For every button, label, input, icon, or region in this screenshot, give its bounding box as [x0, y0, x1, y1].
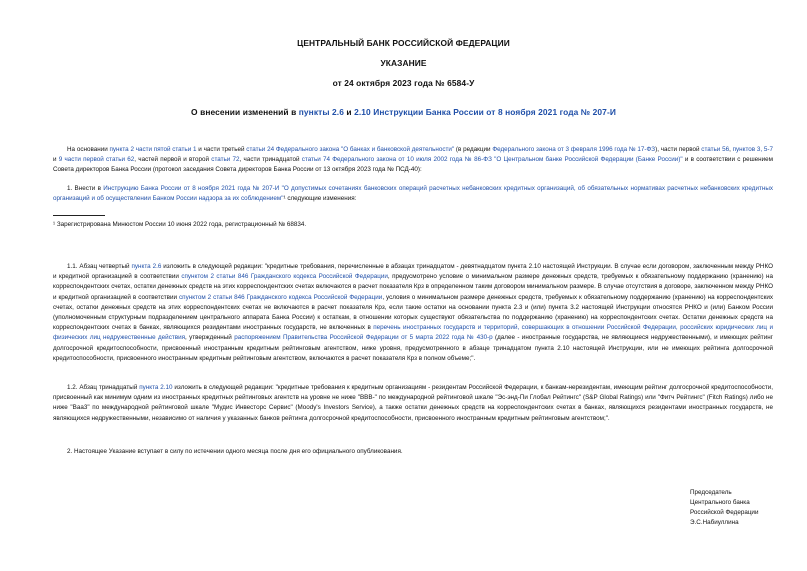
document-type-heading: УКАЗАНИЕ: [380, 58, 427, 68]
item-1-2-text: изложить в следующей редакции: "кредитные требования к кредитным организациям - резидентам Российской Федерации, к банкам-нерезидентам, имеющим рейтинг долгосрочной кредитоспособности, присвоенный как минимум одним из иностранных кредитных рейтинговых агентств на уровне не ниже "BBB-" по международной рейтинговой шкале "Эс-энд-Пи Глобал Рейтингс" (S&P Global Ratings) или "Фитч Рейтингс" (Fitch Ratings) либо не ниже "Baa3" по международной рейтинговой шкале "Мудис Инвесторс Сервис" (Moody's Investors Service), а также остатки денежных средств на корреспондентских счетах в банках, являющихся резидентами иностранных государств, не являющихся недружественными, независимо от наличия у указанных банков рейтинга долгосрочной кредитоспособности, присвоенного иностранным кредитным рейтинговым агентством;".: [53, 384, 774, 422]
signature-org: Центрального банка: [690, 499, 750, 506]
footnote-separator: [53, 215, 105, 216]
item-1-1-text: изложить в следующей редакции: "кредитные требования, перечисленные в абзацах тринадцатом - девятнадцатом пункта 2.10 настоящей Инструкции. В случае если договором, заключенным между РНКО и кредитной организацией в соответствии: [53, 263, 773, 281]
item-2-paragraph: 2. Настоящее Указание вступает в силу по истечении одного месяца после дня его официального опубликования.: [67, 448, 403, 455]
item-1-1-link[interactable]: перечень иностранных государств и территорий, совершающих в отношении Российской Федерации, российских юридических лиц и физических лиц недружественные действия: [53, 324, 773, 342]
preamble-text: и в соответствии с решением Совета директоров Банка России (протокол заседания Совета директоров Банка России от 13 октября 2023 года № ПСД-40):: [53, 156, 773, 174]
item-1-text: ¹ следующие изменения:: [283, 195, 357, 203]
preamble-link[interactable]: пунктов 3, 5-7: [732, 146, 773, 153]
item-1-1-text: 1.1. Абзац четвертый: [67, 263, 132, 270]
item-1-1-text: , условия о минимальном размере денежных средств, требуемых к обязательному поддержанию (хранению) на корреспондентских счетах, остатки денежных средств на этих корреспондентских счетах не включаются в расчет показателя Крз, если такие остатки на основании пункта 2.3 и (или) пункта 3.2 настоящей Инструкции относятся РНКО и (или) Банком России (уполномоченным структурным подразделением центрального аппарата Банка России) к остаткам, в отношении которых существуют обязательства по поддержанию (хранению) на корреспондентских счетах. Остатки денежных средств на корреспондентских счетах в банках, являющихся резидентами иностранных государств, не включенных в: [53, 293, 773, 332]
footnote: ¹ Зарегистрирована Минюстом России 10 июня 2022 года, регистрационный № 68834.: [53, 221, 307, 228]
preamble-text: и: [53, 156, 59, 164]
preamble-link[interactable]: статьи 74 Федерального закона от 10 июля 2002 года № 86-ФЗ "О Центральном банке Российской Федерации (Банке России)": [301, 156, 683, 164]
preamble-link[interactable]: Федерального закона от 3 февраля 1996 года № 17-ФЗ: [492, 146, 656, 153]
preamble-link[interactable]: статьи 24 Федерального закона "О банках и банковской деятельности": [246, 146, 455, 153]
preamble-text: (в редакции: [454, 146, 493, 153]
preamble-text: ), части первой: [655, 146, 702, 153]
item-1-2-link[interactable]: пункта 2.10: [139, 384, 173, 391]
issuer-heading: ЦЕНТРАЛЬНЫЙ БАНК РОССИЙСКОЙ ФЕДЕРАЦИИ: [297, 38, 510, 48]
title-link-instruction-207[interactable]: 2.10 Инструкции Банка России от 8 ноября 2021 года № 207-И: [354, 107, 616, 117]
document-date-number: от 24 октября 2023 года № 6584-У: [332, 78, 475, 88]
item-1-2-paragraph: [53, 383, 773, 424]
title-link-item-2-6[interactable]: пункты 2.6: [298, 107, 344, 117]
item-1-1-link[interactable]: спунктом 2 статьи 846 Гражданского кодекса Российской Федерации: [181, 273, 388, 281]
item-1-link-instruction[interactable]: Инструкцию Банка России от 8 ноября 2021 года № 207-И "О допустимых сочетаниях банковских операций расчетных небанковских кредитных организаций, об обязательных нормативах расчетных небанковских кредитных организаций и об осуществлении Банком России надзора за их соблюдением": [53, 185, 773, 203]
preamble-link[interactable]: статьи 72: [211, 156, 240, 164]
title-prefix: О внесении изменений в: [191, 107, 299, 117]
item-1-1-link[interactable]: пункта 2.6: [131, 263, 162, 270]
item-1-1-text: (далее - иностранные государства, не являющиеся недружественными), и имеющих рейтинг долгосрочной кредитоспособности, присвоенный иностранным кредитным рейтинговым агентством, ниже уровня, предусмотренного в абзаце тринадцатом пункта 2.10 настоящей Инструкции, или не имеющих рейтинга долгосрочной кредитоспособности, присвоенного иностранным кредитным рейтинговым агентством, включаются в расчет показателя Крз в полном объеме;".: [53, 334, 773, 362]
signature-org-country: Российской Федерации: [690, 509, 759, 516]
preamble-text: ,: [729, 146, 733, 153]
item-1-1-text: , предусмотрено условие о минимальном размере денежных средств, требуемых к обязательному поддержанию (хранению) на корреспондентских счетах, остатки денежных средств на этих корреспондентских счетах включаются в расчет показателя Крз в определенном таким договором минимальном размере. В случае отсутствия в договоре, заключенном между РНКО и кредитной организацией в соответствии: [53, 273, 773, 301]
item-1-1-link[interactable]: спунктом 2 статьи 846 Гражданского кодекса Российской Федерации: [179, 293, 383, 301]
preamble-link[interactable]: 9 части первой статьи 62: [58, 156, 135, 164]
preamble-link[interactable]: пункта 2 части пятой статьи 1: [109, 146, 197, 153]
item-1-1-paragraph: [53, 262, 773, 364]
preamble-text: , частей первой и второй: [134, 156, 212, 164]
document-title: [0, 107, 807, 117]
item-1-1-link[interactable]: распоряжением Правительства Российской Федерации от 5 марта 2022 года № 430-р: [234, 334, 493, 342]
item-1-text: 1. Внести в: [67, 185, 104, 192]
preamble-link[interactable]: статьи 56: [701, 146, 730, 153]
item-1-2-text: 1.2. Абзац тринадцатый: [67, 384, 140, 391]
signature-title: Председатель: [690, 489, 732, 496]
item-1-1-text: , утвержденный: [185, 334, 235, 342]
signature-name: Э.С.Набиуллина: [690, 519, 739, 526]
title-conjunction: и: [343, 107, 355, 117]
preamble-text: и части третьей: [196, 146, 247, 153]
item-1-paragraph: [53, 184, 773, 204]
preamble-text: На основании: [67, 146, 110, 153]
preamble-text: , части тринадцатой: [239, 156, 302, 164]
preamble-paragraph: [53, 145, 773, 176]
